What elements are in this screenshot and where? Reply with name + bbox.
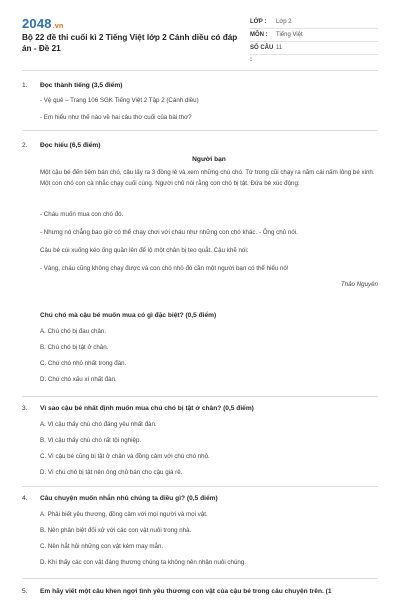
site-logo[interactable] <box>22 16 63 31</box>
answer-option-b[interactable]: B. Nên phân biệt đối xử với các con vật nuôi trong nhà. <box>40 527 192 534</box>
question-text: Em hãy viết một câu khen ngợi tình yêu thương con vật của cậu bé trong câu chuyện trên. (1 <box>40 588 332 595</box>
story-line: - Nhưng nó chẳng bao giờ có thể chạy chơi với cháu như những con chó khác. - Ông chủ nói. <box>40 229 298 236</box>
story-title: Người bạn <box>192 156 226 163</box>
section-line: - Em hiểu như thế nào về hai câu thơ cuối của bài thơ? <box>40 114 192 121</box>
divider <box>22 130 378 131</box>
answer-option-a[interactable]: A. Phải biết yêu thương, đồng cảm với mọi người và mọi vật. <box>40 511 208 518</box>
answer-option-c[interactable]: C. Chú chó nhỏ nhất trong đàn. <box>40 360 127 367</box>
answer-option-c[interactable]: C. Nên hắt hủi những con vật kém may mắn. <box>40 543 164 550</box>
meta-row-subject <box>250 29 378 42</box>
answer-option-c[interactable]: C. Vì cậu bé cũng bị tật ở chân và đồng cảm với chú chó nhỏ. <box>40 453 210 460</box>
story-line: - Vâng, cháu cũng không chạy được và con chó nhỏ đó cần một người bạn có thể hiểu nó! <box>40 265 289 272</box>
story-paragraph: Một cậu bé đến tiệm bán chó, cậu lấy ra 3 đồng lẻ và xem những chú chó. Từ trong cũi chạy ra năm cái nấm lông bé xinh. Một con chó con cà nhắc chạy cuối cùng. Người chủ nói rằng con chó bị tật. Đứa bé xúc động: <box>40 169 375 187</box>
answer-option-a[interactable]: A. Chú chó bị đau chân. <box>40 328 107 335</box>
story-line: - Cháu muốn mua con chó đó. <box>40 211 124 218</box>
section-heading: Đọc hiểu (6,5 điểm) <box>40 142 101 149</box>
answer-option-d[interactable]: D. Vì chú chó bị tật nên ông chủ bán cho cậu giá rẻ. <box>40 469 183 476</box>
story-author: Thảo Nguyên <box>340 281 378 288</box>
section-number: 3. <box>22 405 28 412</box>
question-text: Câu chuyện muốn nhắn nhủ chúng ta điều gì? (0,5 điểm) <box>40 495 218 502</box>
meta-value: Tiếng Việt <box>276 32 303 38</box>
question-text: Chú chó mà cậu bé muốn mua có gì đặc biệt? (0,5 điểm) <box>40 312 217 319</box>
divider <box>22 70 378 71</box>
section-number: 2. <box>22 142 28 149</box>
answer-option-b[interactable]: B. Vì cậu thấy chú chó rất tội nghiệp. <box>40 437 142 444</box>
meta-value: Lớp 2 <box>276 19 292 25</box>
meta-key: MÔN : <box>250 32 268 38</box>
meta-key: LỚP : <box>250 19 267 25</box>
section-question-5 <box>22 588 378 600</box>
document-title: Bộ 22 đề thi cuối kì 2 Tiếng Việt lớp 2 Cánh diều có đáp án - Đề 21 <box>22 33 238 53</box>
answer-option-d[interactable]: D. Khi thấy các con vật đáng thương chúng ta không nên nhận nuôi chúng. <box>40 559 247 566</box>
logo-text: 2048 <box>22 16 52 31</box>
section-number: 5. <box>22 588 28 595</box>
section-heading: Đọc thành tiếng (3,5 điểm) <box>40 82 123 89</box>
section-reading-aloud <box>22 82 378 122</box>
answer-option-b[interactable]: B. Chú chó bị tật ở chân. <box>40 344 109 351</box>
question-text: Vì sao cậu bé nhất định muốn mua chú chó bị tật ở chân? (0,5 điểm) <box>40 405 254 412</box>
story-line: Cậu bé cúi xuống kéo ống quần lên để lộ một chân bị teo quắt. Cậu khẽ nói: <box>40 247 249 254</box>
meta-value: 11 <box>276 45 283 51</box>
logo-suffix: .vn <box>52 23 64 30</box>
answer-option-a[interactable]: A. Vì cậu thấy chú chó đáng yêu nhất đàn. <box>40 421 157 428</box>
divider <box>22 486 378 487</box>
section-line: - Vệ quê – Trang 106 SGK Tiếng Việt 2 Tập 2 (Cánh diều) <box>40 97 199 104</box>
meta-row-question-count <box>250 42 378 63</box>
section-number: 4. <box>22 495 28 502</box>
meta-row-grade <box>250 16 378 29</box>
section-question-4 <box>22 495 378 570</box>
meta-key: SỐ CÂU : <box>250 45 274 63</box>
section-number: 1. <box>22 82 28 89</box>
meta-table <box>250 16 378 63</box>
document-header <box>22 14 378 63</box>
section-reading-comprehension <box>22 142 378 392</box>
divider <box>22 396 378 397</box>
divider <box>22 578 378 579</box>
answer-option-d[interactable]: D. Chú chó xấu xí nhất đàn. <box>40 376 117 383</box>
section-question-3 <box>22 405 378 480</box>
